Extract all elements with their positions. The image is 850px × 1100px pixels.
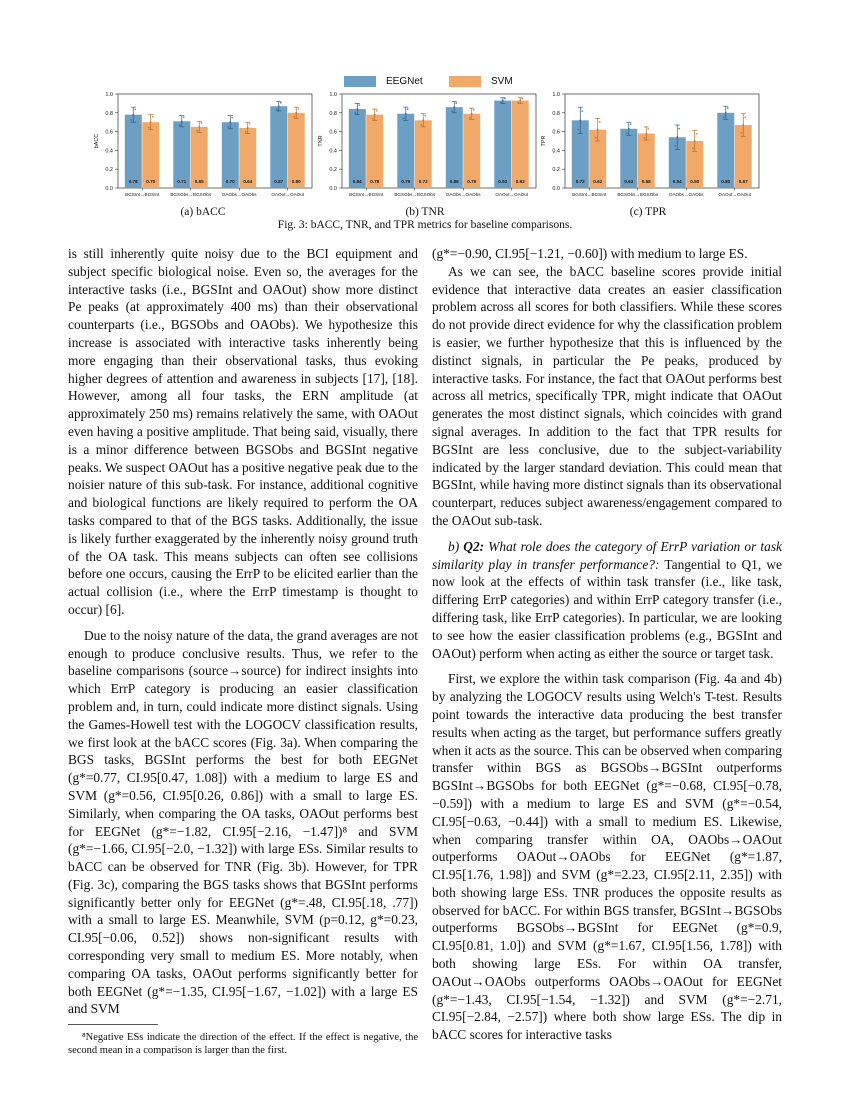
data-point [725, 112, 727, 114]
subcaption-b: (b) TNR [405, 206, 445, 218]
data-point [424, 115, 426, 117]
left-column [68, 245, 418, 1057]
data-point [196, 130, 198, 132]
y-tick-label: 0.4 [552, 148, 560, 155]
bar [415, 120, 432, 188]
x-tick-label: BGSObs→BGSObs [394, 192, 436, 197]
data-point [295, 112, 297, 114]
chart-tnr-svg [314, 90, 540, 208]
data-label: 0.70 [146, 179, 156, 184]
data-point [630, 123, 632, 125]
y-tick-label: 0.8 [329, 110, 337, 117]
data-label: 0.70 [225, 179, 235, 184]
data-point [595, 137, 597, 139]
data-point [692, 147, 694, 149]
x-tick-label: BGSObs→BGSObs [617, 192, 659, 197]
section-q2: Q2: [463, 538, 485, 554]
left-paragraph-1: is still inherently quite noisy due to the BCI equipment and subject specific biological noise. Even so, the averages for the interactive tasks (i.e., BGSInt and OAOut) show more distinct Pe peaks (at approximately 400 ms) than their observational counterparts (i.e., BGSObs and OAObs). We hypothesize this increase is associated with interactive tasks inherently being more engaging than their observational tasks, thus evoking higher degrees of attention and awareness in subjects [17], [18]. However, among all four tasks, the ERN amplitude (at approximately 250 ms) remains relatively the same, with OAOut even having a positive amplitude. That being said, visually, there is a minor difference between BGSObs and BGSInt negative peaks. We suspect OAOut has a positive negative peak due to the noisier nature of this sub-task. For instance, additional cognitive and biological functions are likely required to perform the OA tasks compared to that of the BGS tasks. Additionally, the issue is likely further exaggerated by the inherently noisy ground truth of the OA task. This means subjects can often see collisions before one occurs, causing the ErrP to be elicited earlier than the actual collision (i.e., where the ErrP timestamp is thought to occur) [6]. [68, 246, 418, 617]
x-tick-label: OAOut→OAOut [718, 192, 752, 197]
data-label: 0.50 [690, 179, 700, 184]
y-axis-label: TNR [318, 135, 324, 147]
data-point [200, 122, 202, 124]
data-point [742, 124, 744, 126]
left-paragraph-2: Due to the noisy nature of the data, the grand averages are not enough to produce conclusive results. Thus, we refer to the baseline comparisons (source→source) for indirect insights into which ErrP category is producing an easier classification problem and, in turn, could indicate more distinct signals. Using the Games-Howell test with the LOGOCV classification results, we first look at the bACC scores (Fig. 3a). When comparing the BGS tasks, BGSInt performs the best for both EEGNet (g*=0.77, CI.95[0.47, 1.08]) with a medium to large ES and SVM (g*=0.56, CI.95[0.26, 0.86]) with a small to large ES. Similarly, when comparing the OA tasks, OAOut performs best for EEGNet (g*=−1.82, CI.95[−2.16, −1.47])⁸ and SVM (g*=−1.66, CI.95[−2.0, −1.32]) with large ESs. Similar results to bACC can be observed for TNR (Fig. 3b). However, for TPR (Fig. 3c), comparing the BGS tasks shows that BGSInt performs significantly better only for EEGNet (g*=.48, CI.95[.18, .77]) with a small to large ES. Meanwhile, SVM (p=0.12, g*=0.23, CI.95[−0.06, 0.52]) shows non-significant results with corresponding very small to medium ES. More notably, when comparing OA tasks, OAOut performs significantly better for both EEGNet (g*=−1.35, CI.95[−1.67, −1.02]) with a large ES and SVM [68, 627, 418, 1017]
data-point [358, 104, 360, 106]
y-axis-label: TPR [541, 135, 547, 147]
data-point [676, 136, 678, 138]
data-point [181, 120, 183, 122]
data-point [500, 102, 502, 104]
data-label: 0.93 [515, 179, 525, 184]
y-tick-label: 0.8 [105, 110, 113, 117]
data-point [276, 109, 278, 111]
data-point [372, 118, 374, 120]
data-point [723, 117, 725, 119]
chart-tnr [314, 90, 540, 208]
data-point [727, 107, 729, 109]
data-point [231, 117, 233, 119]
data-point [374, 114, 376, 116]
legend-label-svm: SVM [491, 75, 513, 87]
data-point [356, 108, 358, 110]
data-label: 0.78 [128, 179, 138, 184]
data-label: 0.71 [177, 179, 187, 184]
bar [270, 106, 287, 188]
y-tick-label: 0.2 [552, 167, 560, 174]
data-label: 0.67 [738, 179, 748, 184]
data-point [293, 116, 295, 118]
y-tick-label: 1.0 [329, 92, 337, 98]
data-point [744, 116, 746, 118]
data-point [740, 132, 742, 134]
data-point [597, 129, 599, 131]
legend-label-eegnet: EEGNet [386, 75, 423, 87]
y-tick-label: 0.6 [329, 129, 337, 136]
data-point [645, 133, 647, 135]
bar [512, 101, 529, 188]
data-point [198, 126, 200, 128]
subcaption-c: (c) TPR [629, 206, 667, 218]
right-paragraph-4: First, we explore the within task comparison (Fig. 4a and 4b) by analyzing the LOGOCV results using Welch's T-test. Results point towards the interactive data producing the best transfer results when acting as the target, but performance suffers greatly when it acts as the source. This can be observed when comparing transfer within BGS as BGSObs→BGSInt outperforms BGSInt→BGSObs for both EEGNet (g*=−0.68, CI.95[−0.78, −0.59]) with a medium to large ES and SVM (g*=−0.54, CI.95[−0.63, −0.44]) with a small to medium ES. Likewise, when comparing transfer within OA, OAObs→OAOut outperforms OAOut→OAObs for EEGNet (g*=1.87, CI.95[1.76, 1.98]) and SVM (g*=2.23, CI.95[2.11, 2.35]) with both showing large ESs. TNR produces the opposite results as observed for bACC. For within BGS transfer, BGSInt→BGSObs outperforms BGSObs→BGSInt for EEGNet (g*=0.9, CI.95[0.81, 1.0]) and SVM (g*=1.67, CI.95[1.56, 1.78]) with both showing large ESs. For within OA transfer, OAOut→OAObs outperforms OAObs→OAOut for EEGNet (g*=−1.43, CI.95[−1.54, −1.32]) and SVM (g*=−2.71, CI.95[−2.84, −2.57]) where both show large ESs. The dip in bACC scores for interactive tasks [432, 671, 782, 1043]
bar [366, 115, 383, 188]
data-point [473, 109, 475, 111]
data-point [519, 100, 521, 102]
data-point [376, 110, 378, 112]
data-label: 0.78 [370, 179, 380, 184]
data-point [453, 106, 455, 108]
data-point [451, 110, 453, 112]
data-point [694, 140, 696, 142]
data-point [504, 98, 506, 100]
data-point [183, 116, 185, 118]
legend-swatch-svm [449, 76, 481, 87]
footnote: ⁸Negative ESs indicate the direction of the effect. If the effect is negative, the second mean in a comparison is larger than the first. [68, 1032, 418, 1057]
data-point [229, 121, 231, 123]
x-tick-label: BGSInt→BGSInt [572, 192, 607, 197]
chart-legend [334, 72, 564, 90]
y-tick-label: 0.4 [105, 148, 113, 155]
bar [173, 121, 190, 188]
data-point [280, 102, 282, 104]
x-tick-label: OAOut→OAOut [495, 192, 529, 197]
x-tick-label: BGSInt→BGSInt [125, 192, 160, 197]
data-label: 0.58 [641, 179, 651, 184]
x-tick-label: BGSObs→BGSObs [170, 192, 212, 197]
chart-tpr-svg [537, 90, 763, 208]
data-point [674, 145, 676, 147]
y-tick-label: 0.0 [329, 186, 337, 192]
data-point [130, 119, 132, 121]
bar [494, 101, 511, 188]
x-tick-label: BGSInt→BGSInt [349, 192, 384, 197]
data-point [278, 105, 280, 107]
figure-caption: Fig. 3: bACC, TNR, and TPR metrics for baseline comparisons. [277, 219, 573, 231]
data-point [420, 124, 422, 126]
data-point [643, 137, 645, 139]
chart-bacc [90, 90, 316, 208]
chart-tpr [537, 90, 763, 208]
legend-item-svm [449, 74, 513, 88]
data-label: 0.84 [352, 179, 362, 184]
data-point [249, 123, 251, 125]
data-label: 0.86 [449, 179, 459, 184]
subcaption-a: (a) bACC [180, 206, 226, 218]
data-point [471, 113, 473, 115]
bar [125, 115, 142, 188]
y-tick-label: 0.0 [552, 186, 560, 192]
data-point [577, 129, 579, 131]
chart-bacc-svg [90, 90, 316, 208]
x-tick-label: OAObs→OAObs [668, 192, 704, 197]
x-tick-label: OAObs→OAObs [445, 192, 481, 197]
data-point [179, 124, 181, 126]
right-paragraph-1: (g*=−0.90, CI.95[−1.21, −0.60]) with medium to large ES. [432, 246, 748, 261]
data-point [521, 98, 523, 100]
data-point [626, 132, 628, 134]
data-point [405, 113, 407, 115]
data-point [227, 126, 229, 128]
data-label: 0.63 [624, 179, 634, 184]
data-label: 0.80 [721, 179, 731, 184]
data-label: 0.79 [401, 179, 411, 184]
y-tick-label: 0.2 [329, 167, 337, 174]
data-point [245, 131, 247, 133]
data-point [647, 128, 649, 130]
data-point [150, 121, 152, 123]
data-label: 0.79 [467, 179, 477, 184]
data-label: 0.54 [672, 179, 682, 184]
data-label: 0.72 [575, 179, 585, 184]
data-point [403, 117, 405, 119]
section-label: b) [448, 538, 460, 554]
x-tick-label: OAObs→OAObs [221, 192, 257, 197]
data-label: 0.87 [274, 179, 284, 184]
data-point [455, 102, 457, 104]
section-title: What role does the category of ErrP variation or task similarity play in transfer performance?: [432, 538, 782, 572]
data-point [152, 116, 154, 118]
data-point [696, 133, 698, 135]
data-label: 0.80 [291, 179, 301, 184]
data-point [628, 128, 630, 130]
bar [349, 109, 366, 188]
data-point [502, 100, 504, 102]
data-label: 0.72 [418, 179, 428, 184]
data-point [247, 127, 249, 129]
right-column [432, 245, 782, 1044]
legend-item-eegnet [344, 74, 423, 88]
y-axis-label: bACC [94, 133, 100, 149]
right-paragraph-2: As we can see, the bACC baseline scores provide initial evidence that interactive data creates an easier classification problem across all scores for both classifiers. While these scores do not provide direct evidence for why the classification problem is easier, we further hypothesize that this is influenced by the distinct signals, in particular the Pe peaks, produced by interactive tasks. For instance, the fact that OAOut performs best across all metrics, specifically TPR, might indicate that OAOut generates the most distinct signals, which coincides with grand signal averages. In addition to the fact that TPR results for BGSInt are less conclusive, due to the subject-variability indicated by the larger standard deviation. This could mean that BGSInt, while having more distinct signals than its observational counterpart, reduces subject awareness/engagement compared to the OAOut sub-task. [432, 263, 782, 528]
data-point [599, 121, 601, 123]
data-point [422, 119, 424, 121]
right-paragraph-3 [432, 538, 782, 663]
data-point [132, 114, 134, 116]
bar [463, 114, 480, 188]
data-point [579, 119, 581, 121]
section-body: Tangential to Q1, we now look at the effects of within task transfer (i.e., like task, differing ErrP categories) and within ErrP category transfer (i.e., differing task, like ErrP categories). In particular, we are looking to see how the easier classification problems (e.g., BGSInt and OAOut) perform when acting as either the source or target task. [432, 556, 783, 661]
bar [446, 107, 463, 188]
y-tick-label: 1.0 [105, 92, 113, 98]
data-point [678, 128, 680, 130]
data-point [354, 112, 356, 114]
data-label: 0.93 [498, 179, 508, 184]
y-tick-label: 0.8 [552, 110, 560, 117]
data-point [581, 110, 583, 112]
data-point [517, 102, 519, 104]
x-tick-label: OAOut→OAOut [271, 192, 305, 197]
y-tick-label: 0.4 [329, 148, 337, 155]
bar [288, 113, 305, 188]
y-tick-label: 0.6 [105, 129, 113, 136]
data-label: 0.65 [194, 179, 204, 184]
data-label: 0.62 [593, 179, 603, 184]
data-point [134, 109, 136, 111]
bar [717, 113, 734, 188]
data-point [297, 108, 299, 110]
footnote-rule [68, 1024, 158, 1025]
data-point [148, 127, 150, 129]
legend-swatch-eegnet [344, 76, 376, 87]
data-point [407, 108, 409, 110]
y-tick-label: 0.2 [105, 167, 113, 174]
y-tick-label: 0.0 [105, 186, 113, 192]
bar [397, 114, 414, 188]
data-label: 0.64 [243, 179, 253, 184]
y-tick-label: 0.6 [552, 129, 560, 136]
y-tick-label: 1.0 [552, 92, 560, 98]
data-point [469, 117, 471, 119]
